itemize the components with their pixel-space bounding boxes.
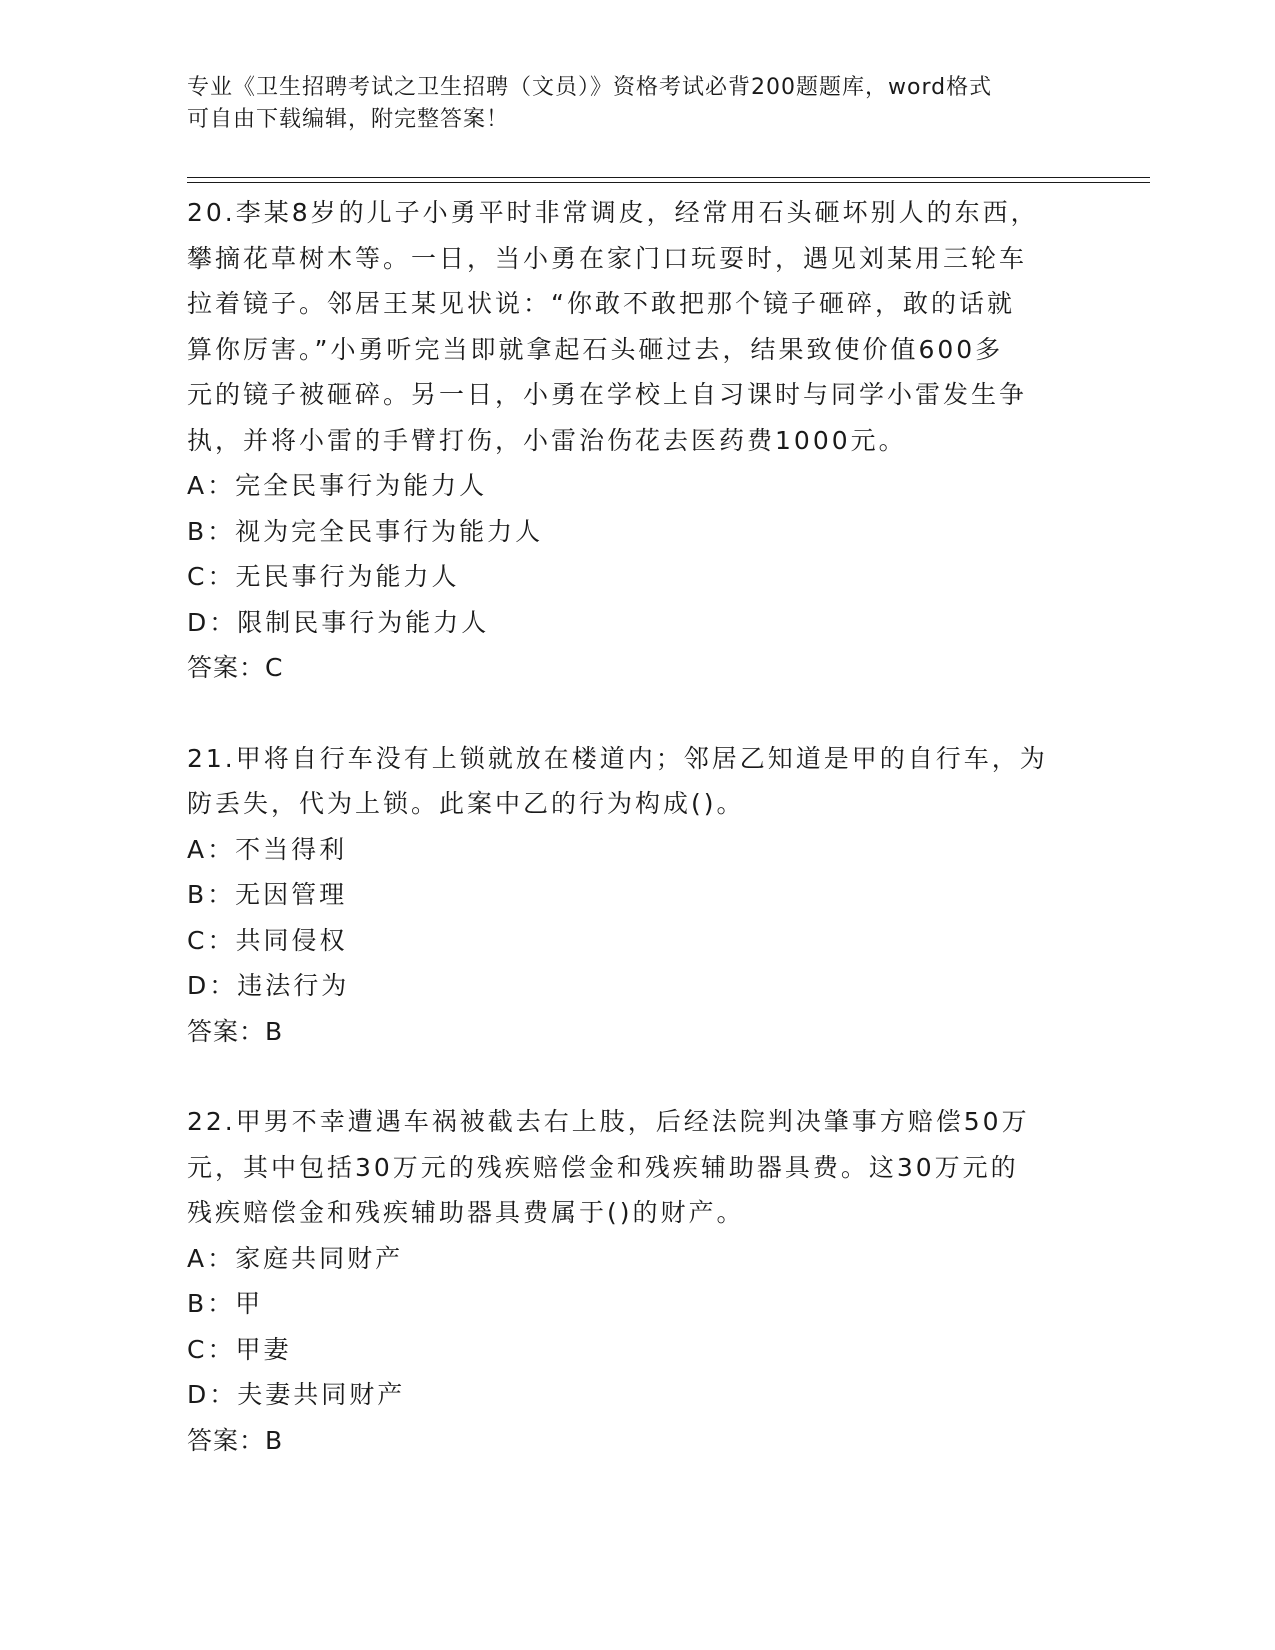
- option-d: D：限制民事行为能力人: [187, 607, 490, 637]
- option-d: D：夫妻共同财产: [187, 1380, 406, 1409]
- document-header: [187, 72, 1067, 136]
- option-c: C：甲妻: [187, 1334, 292, 1364]
- header-divider-bottom: [187, 182, 1150, 183]
- question-stem-line: 防丢失，代为上锁。此案中乙的行为构成()。: [187, 789, 745, 818]
- question-stem-line: 拉着镜子。邻居王某见状说：“你敢不敢把那个镜子砸碎，敢的话就: [187, 289, 1015, 318]
- question-20: [187, 190, 1077, 691]
- question-stem-line: 残疾赔偿金和残疾辅助器具费属于()的财产。: [187, 1198, 745, 1227]
- answer-line: 答案：C: [187, 653, 284, 682]
- option-b: B：视为完全民事行为能力人: [187, 516, 544, 546]
- option-b: B：无因管理: [187, 880, 348, 909]
- option-a: A：不当得利: [187, 834, 348, 864]
- question-stem-line: 21.甲将自行车没有上锁就放在楼道内；邻居乙知道是甲的自行车，为: [187, 743, 1048, 773]
- header-divider-top: [187, 177, 1150, 178]
- header-title-line-2: 可自由下载编辑，附完整答案！: [187, 107, 510, 132]
- answer-line: 答案：B: [187, 1425, 284, 1455]
- answer-line: 答案：B: [187, 1016, 284, 1046]
- option-a: A：家庭共同财产: [187, 1243, 404, 1273]
- question-list: [187, 190, 1077, 1463]
- header-title-line-1: 专业《卫生招聘考试之卫生招聘（文员）》资格考试必背200题题库，word格式: [187, 75, 993, 100]
- option-b: B：甲: [187, 1289, 264, 1318]
- question-21: [187, 736, 1077, 1055]
- question-stem-line: 22.甲男不幸遭遇车祸被截去右上肢，后经法院判决肇事方赔偿50万: [187, 1107, 1030, 1136]
- question-stem-line: 算你厉害。”小勇听完当即就拿起石头砸过去，结果致使价值600多: [187, 334, 1004, 364]
- question-stem-line: 元，其中包括30万元的残疾赔偿金和残疾辅助器具费。这30万元的: [187, 1152, 1019, 1182]
- option-c: C：无民事行为能力人: [187, 562, 460, 591]
- question-spacer: [187, 691, 1077, 736]
- question-22: [187, 1099, 1077, 1463]
- question-stem-line: 执，并将小雷的手臂打伤，小雷治伤花去医药费1000元。: [187, 425, 907, 455]
- option-c: C：共同侵权: [187, 925, 348, 955]
- option-a: A：完全民事行为能力人: [187, 471, 488, 500]
- question-stem-line: 攀摘花草树木等。一日，当小勇在家门口玩耍时，遇见刘某用三轮车: [187, 243, 1028, 273]
- question-spacer: [187, 1054, 1077, 1099]
- question-stem-line: 20.李某8岁的儿子小勇平时非常调皮，经常用石头砸坏别人的东西，: [187, 198, 1039, 227]
- question-stem-line: 元的镜子被砸碎。另一日，小勇在学校上自习课时与同学小雷发生争: [187, 380, 1028, 409]
- option-d: D：违法行为: [187, 971, 350, 1000]
